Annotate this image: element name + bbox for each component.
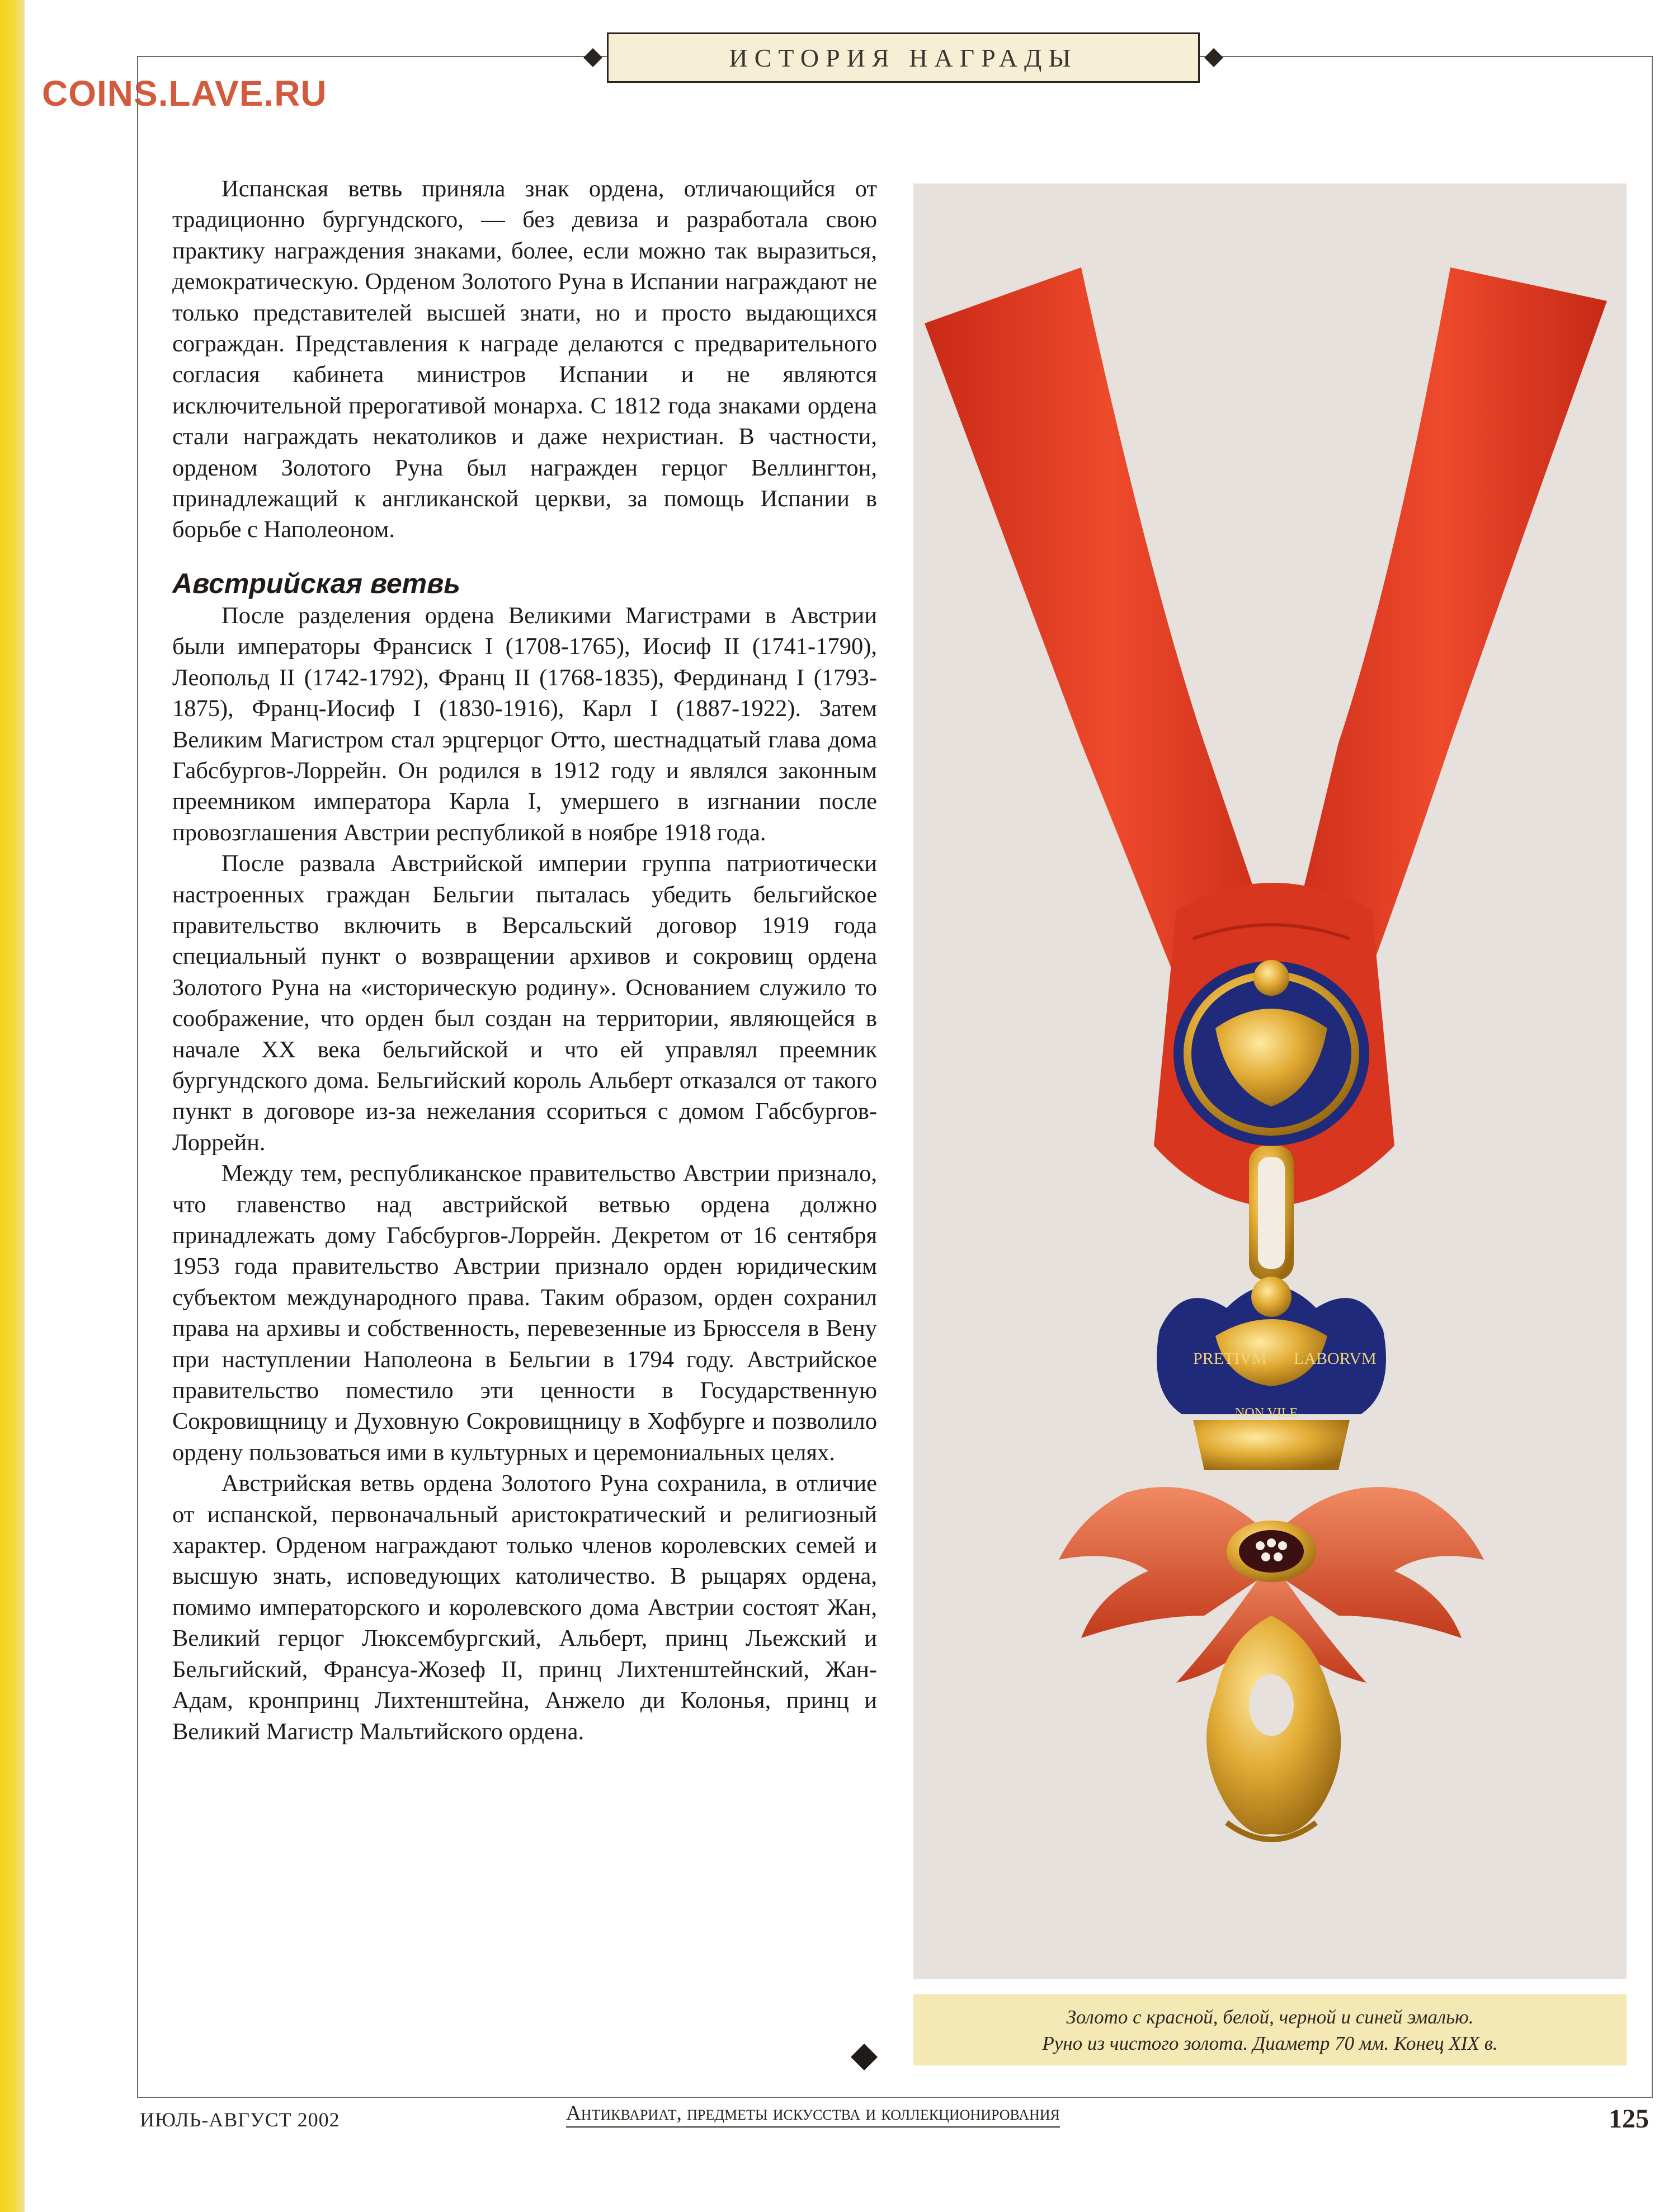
golden-fleece-order-image bbox=[913, 183, 1627, 1979]
article-paragraph: Испанская ветвь приняла знак ордена, отличающийся от традиционно бургундского, — без девиза и разработала свою практику награждения знаками, более, если можно так выразиться, демократическую. Орденом Золотого Руна в Испании награждают не только представителей высшей знати, но и просто выдающихся сограждан. Представления к награде делаются с предварительного согласия кабинета министров Испании и не являются исключительной прерогативой монарха. С 1812 года знаками ордена стали награждать некатоликов и даже нехристиан. В частности, орденом Золотого Руна был награжден герцог Веллингтон, принадлежащий к англиканской церкви, за помощь Испании в борьбе с Наполеоном. bbox=[172, 176, 877, 543]
site-watermark: COINS.LAVE.RU bbox=[42, 73, 327, 114]
order-photo bbox=[913, 183, 1627, 1979]
page-number: 125 bbox=[1609, 2104, 1649, 2134]
article-paragraph: Между тем, республиканское правительство Австрии признало, что главенство над австрийской ветвью ордена должно принадлежать дому Габсбургов-Лоррейн. Декретом от 16 сентября 1953 года правительство Австрии признало орден юридическим субъектом международного права. Таким образом, орден сохранил права на архивы и собственность, перевезенные из Брюсселя в Вену при наступлении Наполеона в Бельгии в 1794 году. Австрийское правительство поместило эти ценности в Государственную Сокровищницу и Духовную Сокровищницу в Хофбурге и позволило ордену пользоваться ими в культурных и церемониальных целях. bbox=[172, 1160, 877, 1466]
article-paragraph: Австрийская ветвь ордена Золотого Руна сохранила, в отличие от испанской, первоначальный аристократический и религиозный характер. Орденом награждают только членов королевских семей и высшую знать, исповедующих католичество. В рыцарях ордена, помимо императорского и королевского дома Австрии состоят Жан, Великий герцог Люксембургский, Альберт, принц Льежский и Бельгийский, Франсуа-Жозеф II, принц Лихтенштейнский, Жан-Адам, кронпринц Лихтенштейна, Анжело ди Колонья, принц и Великий Магистр Мальтийского ордена. bbox=[172, 1470, 877, 1745]
article-body bbox=[172, 173, 877, 1747]
caption-line: Золото с красной, белой, черной и синей эмалью. bbox=[1066, 2006, 1474, 2028]
caption-line: Руно из чистого золота. Диаметр 70 мм. Конец XIX в. bbox=[1042, 2032, 1498, 2054]
magazine-title: Антиквариат, предметы искусства и коллекционирования bbox=[566, 2101, 1060, 2128]
motto-left: PRETIVM bbox=[1193, 1349, 1267, 1368]
motto-bottom: NON VILE bbox=[1235, 1406, 1298, 1420]
article-subheading: Австрийская ветвь bbox=[172, 567, 460, 599]
page-edge-strip bbox=[0, 0, 25, 2212]
article-paragraph: После разделения ордена Великими Магистрами в Австрии были императоры Франсиск I (1708-1765), Иосиф II (1741-1790), Леопольд II (1742-1792), Франц II (1768-1835), Фердинанд I (1793-1875), Франц-Иосиф I (1830-1916), Карл I (1887-1922). Затем Великим Магистром стал эрцгерцог Отто, шестнадцатый глава дома Габсбургов-Лоррейн. Он родился в 1912 году и являлся законным преемником императора Карла I, умершего в изгнании после провозглашения Австрии республикой в ноябре 1918 года. bbox=[172, 602, 877, 846]
motto-right: LABORVM bbox=[1294, 1349, 1377, 1368]
photo-caption bbox=[913, 1994, 1627, 2065]
section-title: ИСТОРИЯ НАГРАДЫ bbox=[729, 43, 1078, 72]
issue-date: ИЮЛЬ-АВГУСТ 2002 bbox=[140, 2109, 340, 2131]
section-header bbox=[607, 32, 1200, 83]
article-paragraph: После развала Австрийской империи группа патриотически настроенных граждан Бельгии пыталась убедить бельгийское правительство включить в Версальский договор 1919 года специальный пункт о возвращении архивов и сокровищ ордена Золотого Руна на «историческую родину». Основанием служило то соображение, что орден был создан на территории, являющейся в начале XX века бельгийской и что ей управлял преемник бургундского дома. Бельгийский король Альберт отказался от такого пункт в договоре из-за нежелания ссориться с домом Габсбургов-Лоррейн. bbox=[172, 850, 877, 1156]
